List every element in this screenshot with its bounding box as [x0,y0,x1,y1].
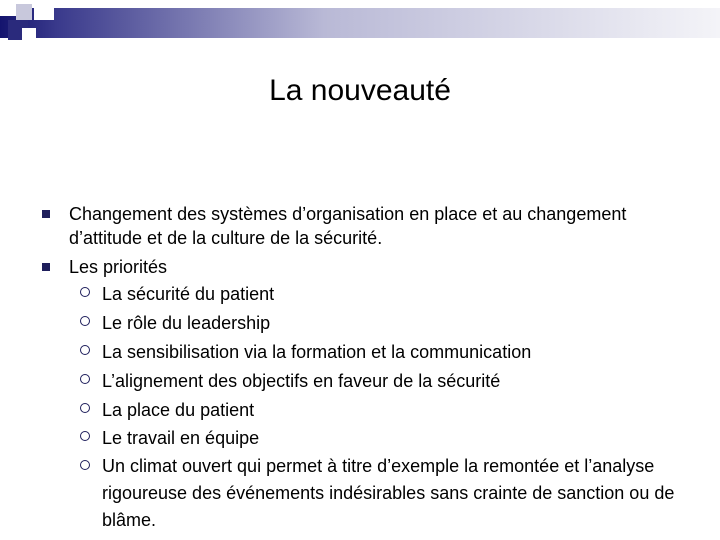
circle-bullet-icon [80,287,90,297]
slide-title: La nouveauté [269,74,451,107]
bullet-text: Changement des systèmes d’organisation en place et au changement d’attitude et de la culture de la sécurité. [69,204,627,248]
sub-bullet-item [102,280,702,309]
circle-bullet-icon [80,460,90,470]
sub-bullet-text: Le travail en équipe [102,428,260,448]
bullet-item [69,255,699,279]
square-bullet-icon [42,263,50,271]
sub-bullet-text: Le rôle du leadership [102,313,271,333]
sub-bullet-item [102,424,702,453]
circle-bullet-icon [80,403,90,413]
circle-bullet-icon [80,431,90,441]
circle-bullet-icon [80,374,90,384]
sub-bullet-item [102,396,702,425]
bullet-item [69,202,699,250]
sub-bullet-text: La sécurité du patient [102,284,275,304]
circle-bullet-icon [80,316,90,326]
sub-bullet-text: Un climat ouvert qui permet à titre d’exemple la remontée et l’analyse rigoureuse des événements indésirables sans crainte de sanction ou de blâme. [102,456,675,530]
sub-bullet-text: La sensibilisation via la formation et la communication [102,342,532,362]
sub-bullet-text: La place du patient [102,400,255,420]
circle-bullet-icon [80,345,90,355]
sub-bullet-item [102,367,702,396]
bullet-text: Les priorités [69,257,168,277]
sub-bullet-item [102,309,702,338]
sub-bullet-item [102,453,702,534]
sub-bullet-item [102,338,702,367]
sub-bullet-text: L’alignement des objectifs en faveur de la sécurité [102,371,501,391]
square-bullet-icon [42,210,50,218]
